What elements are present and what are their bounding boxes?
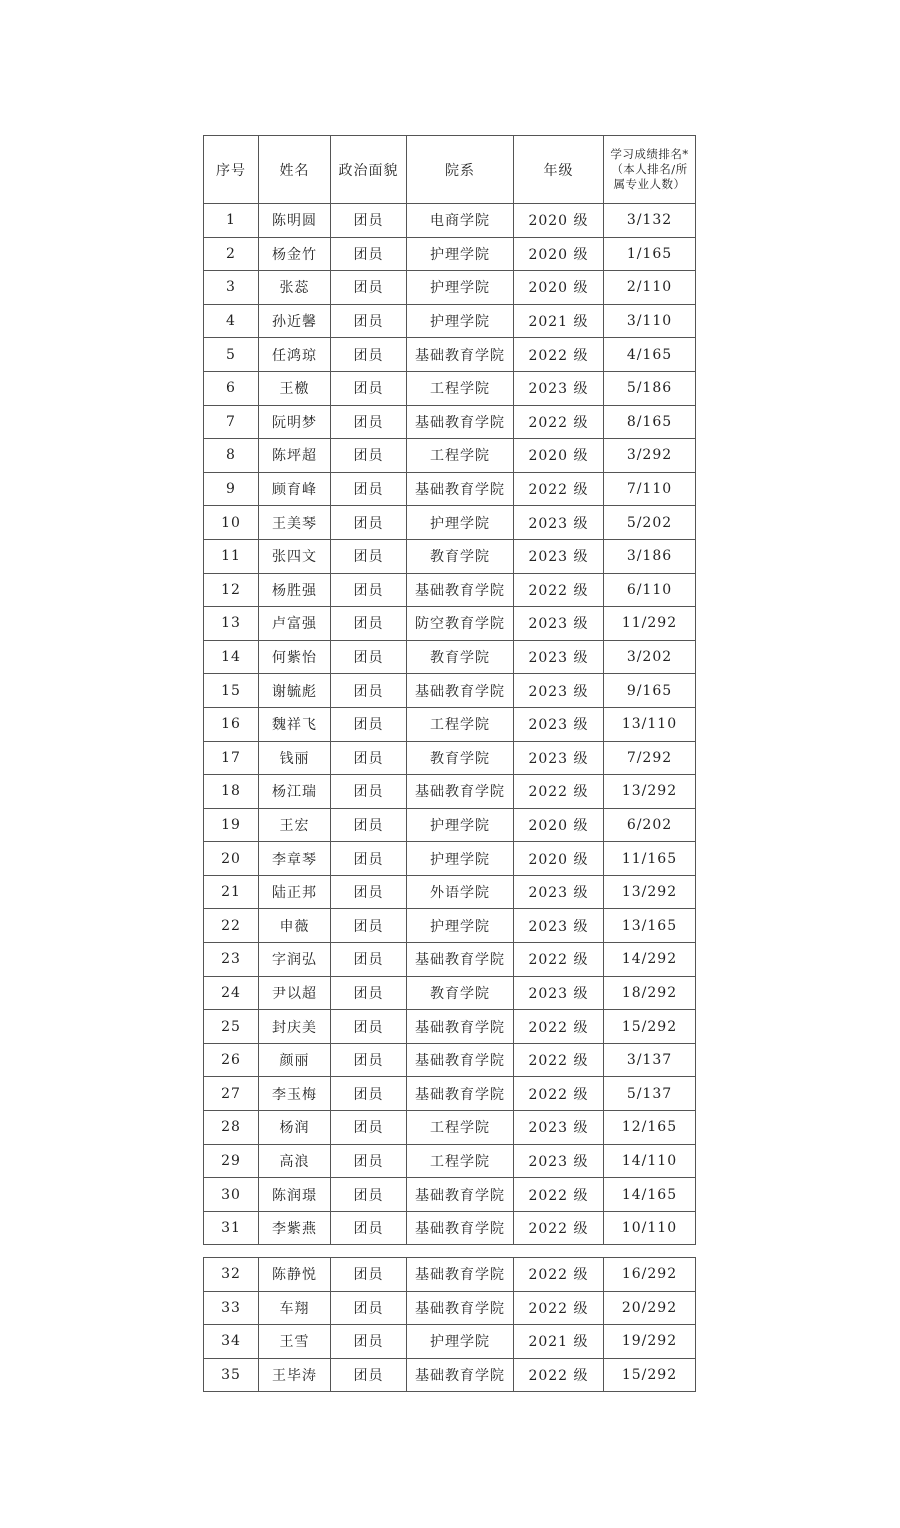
table-row	[204, 338, 696, 372]
cell-name: 杨润	[259, 1111, 331, 1145]
cell-department: 基础教育学院	[407, 1291, 514, 1325]
table-row	[204, 707, 696, 741]
cell-grade: 2022 级	[514, 1077, 604, 1111]
cell-department: 护理学院	[407, 909, 514, 943]
cell-grade: 2020 级	[514, 237, 604, 271]
cell-name: 李章琴	[259, 842, 331, 876]
cell-name: 谢毓彪	[259, 674, 331, 708]
cell-rank: 14/165	[604, 1178, 696, 1212]
table-header	[204, 136, 696, 204]
header-index: 序号	[204, 136, 259, 204]
cell-name: 陈明圆	[259, 204, 331, 238]
cell-department: 护理学院	[407, 808, 514, 842]
cell-department: 护理学院	[407, 304, 514, 338]
cell-rank: 13/292	[604, 775, 696, 809]
cell-rank: 19/292	[604, 1325, 696, 1359]
cell-politics: 团员	[331, 237, 407, 271]
cell-name: 王宏	[259, 808, 331, 842]
header-department: 院系	[407, 136, 514, 204]
cell-politics: 团员	[331, 1178, 407, 1212]
header-grade: 年级	[514, 136, 604, 204]
cell-name: 阮明梦	[259, 405, 331, 439]
cell-department: 基础教育学院	[407, 1258, 514, 1292]
cell-politics: 团员	[331, 674, 407, 708]
cell-politics: 团员	[331, 1258, 407, 1292]
cell-index: 35	[204, 1358, 259, 1392]
cell-rank: 8/165	[604, 405, 696, 439]
cell-politics: 团员	[331, 1325, 407, 1359]
cell-department: 教育学院	[407, 741, 514, 775]
cell-index: 2	[204, 237, 259, 271]
cell-department: 基础教育学院	[407, 338, 514, 372]
cell-rank: 12/165	[604, 1111, 696, 1145]
cell-grade: 2023 级	[514, 607, 604, 641]
cell-index: 28	[204, 1111, 259, 1145]
table-row	[204, 539, 696, 573]
cell-politics: 团员	[331, 573, 407, 607]
table-row	[204, 1291, 696, 1325]
cell-index: 23	[204, 943, 259, 977]
cell-name: 陈润璟	[259, 1178, 331, 1212]
table-body-continued	[204, 1258, 696, 1392]
header-politics: 政治面貌	[331, 136, 407, 204]
cell-grade: 2022 级	[514, 775, 604, 809]
cell-rank: 2/110	[604, 271, 696, 305]
cell-grade: 2020 级	[514, 271, 604, 305]
cell-name: 杨江瑞	[259, 775, 331, 809]
table-row	[204, 1010, 696, 1044]
table-row	[204, 1325, 696, 1359]
cell-grade: 2023 级	[514, 741, 604, 775]
cell-name: 杨金竹	[259, 237, 331, 271]
cell-politics: 团员	[331, 539, 407, 573]
cell-grade: 2021 级	[514, 304, 604, 338]
cell-index: 7	[204, 405, 259, 439]
cell-name: 陈坪超	[259, 439, 331, 473]
table-row	[204, 674, 696, 708]
cell-index: 17	[204, 741, 259, 775]
cell-rank: 7/292	[604, 741, 696, 775]
cell-name: 卢富强	[259, 607, 331, 641]
cell-department: 护理学院	[407, 271, 514, 305]
cell-rank: 6/110	[604, 573, 696, 607]
cell-politics: 团员	[331, 1010, 407, 1044]
cell-index: 33	[204, 1291, 259, 1325]
cell-department: 工程学院	[407, 707, 514, 741]
table-row	[204, 506, 696, 540]
cell-rank: 15/292	[604, 1010, 696, 1044]
cell-index: 1	[204, 204, 259, 238]
cell-rank: 7/110	[604, 472, 696, 506]
table-row	[204, 1111, 696, 1145]
cell-politics: 团员	[331, 1291, 407, 1325]
cell-index: 25	[204, 1010, 259, 1044]
cell-rank: 9/165	[604, 674, 696, 708]
cell-politics: 团员	[331, 1043, 407, 1077]
cell-department: 电商学院	[407, 204, 514, 238]
cell-index: 29	[204, 1144, 259, 1178]
cell-index: 12	[204, 573, 259, 607]
cell-grade: 2022 级	[514, 943, 604, 977]
cell-rank: 6/202	[604, 808, 696, 842]
cell-politics: 团员	[331, 1077, 407, 1111]
cell-grade: 2022 级	[514, 338, 604, 372]
table-row	[204, 204, 696, 238]
cell-name: 王美琴	[259, 506, 331, 540]
cell-politics: 团员	[331, 371, 407, 405]
cell-politics: 团员	[331, 976, 407, 1010]
cell-department: 基础教育学院	[407, 405, 514, 439]
table-row	[204, 1043, 696, 1077]
cell-grade: 2022 级	[514, 1043, 604, 1077]
cell-index: 34	[204, 1325, 259, 1359]
table-row	[204, 405, 696, 439]
cell-department: 教育学院	[407, 976, 514, 1010]
table-row	[204, 775, 696, 809]
cell-grade: 2022 级	[514, 1010, 604, 1044]
cell-rank: 15/292	[604, 1358, 696, 1392]
cell-politics: 团员	[331, 472, 407, 506]
cell-name: 顾育峰	[259, 472, 331, 506]
cell-politics: 团员	[331, 842, 407, 876]
cell-politics: 团员	[331, 439, 407, 473]
cell-rank: 11/165	[604, 842, 696, 876]
cell-politics: 团员	[331, 304, 407, 338]
cell-department: 工程学院	[407, 1111, 514, 1145]
cell-name: 王檄	[259, 371, 331, 405]
cell-grade: 2021 级	[514, 1325, 604, 1359]
table-row	[204, 741, 696, 775]
cell-politics: 团员	[331, 707, 407, 741]
cell-name: 王毕涛	[259, 1358, 331, 1392]
table-row	[204, 237, 696, 271]
cell-rank: 5/186	[604, 371, 696, 405]
cell-name: 李紫燕	[259, 1211, 331, 1245]
cell-department: 基础教育学院	[407, 775, 514, 809]
cell-department: 护理学院	[407, 237, 514, 271]
table-row	[204, 1077, 696, 1111]
cell-rank: 5/137	[604, 1077, 696, 1111]
cell-index: 18	[204, 775, 259, 809]
cell-name: 何紫怡	[259, 640, 331, 674]
table-row	[204, 1358, 696, 1392]
table-row	[204, 472, 696, 506]
cell-department: 基础教育学院	[407, 1178, 514, 1212]
cell-rank: 14/110	[604, 1144, 696, 1178]
cell-index: 4	[204, 304, 259, 338]
cell-grade: 2022 级	[514, 1258, 604, 1292]
cell-index: 13	[204, 607, 259, 641]
table-row	[204, 1211, 696, 1245]
cell-index: 26	[204, 1043, 259, 1077]
cell-grade: 2023 级	[514, 1111, 604, 1145]
cell-name: 张蕊	[259, 271, 331, 305]
header-row	[204, 136, 696, 204]
cell-name: 魏祥飞	[259, 707, 331, 741]
cell-department: 基础教育学院	[407, 573, 514, 607]
table-row	[204, 439, 696, 473]
cell-politics: 团员	[331, 808, 407, 842]
cell-name: 车翔	[259, 1291, 331, 1325]
cell-index: 19	[204, 808, 259, 842]
cell-rank: 10/110	[604, 1211, 696, 1245]
cell-politics: 团员	[331, 943, 407, 977]
cell-department: 基础教育学院	[407, 472, 514, 506]
cell-department: 基础教育学院	[407, 1010, 514, 1044]
table-row	[204, 271, 696, 305]
cell-rank: 3/202	[604, 640, 696, 674]
cell-department: 防空教育学院	[407, 607, 514, 641]
cell-index: 24	[204, 976, 259, 1010]
cell-politics: 团员	[331, 607, 407, 641]
cell-politics: 团员	[331, 1144, 407, 1178]
cell-grade: 2023 级	[514, 976, 604, 1010]
cell-rank: 5/202	[604, 506, 696, 540]
table-row	[204, 875, 696, 909]
cell-department: 工程学院	[407, 439, 514, 473]
cell-politics: 团员	[331, 909, 407, 943]
student-table	[203, 135, 696, 1245]
cell-rank: 18/292	[604, 976, 696, 1010]
cell-name: 孙近馨	[259, 304, 331, 338]
cell-name: 高浪	[259, 1144, 331, 1178]
table-row	[204, 573, 696, 607]
cell-index: 14	[204, 640, 259, 674]
cell-grade: 2023 级	[514, 1144, 604, 1178]
table-row	[204, 371, 696, 405]
cell-grade: 2022 级	[514, 1178, 604, 1212]
cell-index: 6	[204, 371, 259, 405]
cell-rank: 11/292	[604, 607, 696, 641]
cell-grade: 2022 级	[514, 1291, 604, 1325]
cell-name: 尹以超	[259, 976, 331, 1010]
cell-politics: 团员	[331, 1358, 407, 1392]
cell-index: 9	[204, 472, 259, 506]
cell-department: 护理学院	[407, 506, 514, 540]
cell-department: 基础教育学院	[407, 1211, 514, 1245]
table-row	[204, 976, 696, 1010]
cell-grade: 2023 级	[514, 640, 604, 674]
cell-rank: 16/292	[604, 1258, 696, 1292]
table-row	[204, 640, 696, 674]
cell-rank: 13/165	[604, 909, 696, 943]
cell-index: 32	[204, 1258, 259, 1292]
cell-index: 15	[204, 674, 259, 708]
cell-index: 30	[204, 1178, 259, 1212]
cell-politics: 团员	[331, 204, 407, 238]
table-row	[204, 607, 696, 641]
cell-department: 基础教育学院	[407, 1043, 514, 1077]
cell-politics: 团员	[331, 741, 407, 775]
header-rank: 学习成绩排名*（本人排名/所 属专业人数）	[604, 136, 696, 204]
cell-politics: 团员	[331, 338, 407, 372]
cell-index: 5	[204, 338, 259, 372]
cell-department: 护理学院	[407, 1325, 514, 1359]
table-body	[204, 204, 696, 1245]
cell-name: 王雪	[259, 1325, 331, 1359]
cell-rank: 1/165	[604, 237, 696, 271]
table-row	[204, 1144, 696, 1178]
cell-department: 基础教育学院	[407, 1358, 514, 1392]
cell-grade: 2023 级	[514, 707, 604, 741]
cell-grade: 2020 级	[514, 842, 604, 876]
cell-department: 护理学院	[407, 842, 514, 876]
cell-grade: 2020 级	[514, 808, 604, 842]
cell-grade: 2022 级	[514, 1358, 604, 1392]
table-row	[204, 1178, 696, 1212]
cell-grade: 2022 级	[514, 405, 604, 439]
table-row	[204, 842, 696, 876]
cell-politics: 团员	[331, 875, 407, 909]
cell-name: 申薇	[259, 909, 331, 943]
cell-name: 李玉梅	[259, 1077, 331, 1111]
cell-rank: 3/292	[604, 439, 696, 473]
cell-rank: 4/165	[604, 338, 696, 372]
student-table-continued	[203, 1257, 696, 1392]
cell-department: 教育学院	[407, 539, 514, 573]
cell-politics: 团员	[331, 405, 407, 439]
cell-name: 张四文	[259, 539, 331, 573]
cell-grade: 2023 级	[514, 506, 604, 540]
cell-rank: 3/186	[604, 539, 696, 573]
cell-name: 任鸿琼	[259, 338, 331, 372]
cell-grade: 2022 级	[514, 1211, 604, 1245]
cell-index: 27	[204, 1077, 259, 1111]
cell-index: 11	[204, 539, 259, 573]
table-row	[204, 909, 696, 943]
table-row	[204, 1258, 696, 1292]
cell-politics: 团员	[331, 1111, 407, 1145]
table-row	[204, 304, 696, 338]
table-row	[204, 943, 696, 977]
cell-politics: 团员	[331, 506, 407, 540]
cell-name: 钱丽	[259, 741, 331, 775]
cell-grade: 2020 级	[514, 204, 604, 238]
cell-index: 20	[204, 842, 259, 876]
cell-department: 外语学院	[407, 875, 514, 909]
cell-index: 10	[204, 506, 259, 540]
cell-rank: 20/292	[604, 1291, 696, 1325]
cell-name: 陆正邦	[259, 875, 331, 909]
cell-grade: 2023 级	[514, 539, 604, 573]
cell-department: 基础教育学院	[407, 943, 514, 977]
cell-grade: 2023 级	[514, 909, 604, 943]
cell-politics: 团员	[331, 271, 407, 305]
cell-rank: 3/137	[604, 1043, 696, 1077]
cell-name: 颜丽	[259, 1043, 331, 1077]
cell-politics: 团员	[331, 640, 407, 674]
cell-rank: 13/292	[604, 875, 696, 909]
cell-politics: 团员	[331, 775, 407, 809]
cell-rank: 14/292	[604, 943, 696, 977]
table-row	[204, 808, 696, 842]
cell-grade: 2022 级	[514, 573, 604, 607]
cell-department: 基础教育学院	[407, 1077, 514, 1111]
header-name: 姓名	[259, 136, 331, 204]
cell-grade: 2023 级	[514, 875, 604, 909]
cell-name: 陈静悦	[259, 1258, 331, 1292]
cell-index: 21	[204, 875, 259, 909]
cell-grade: 2023 级	[514, 674, 604, 708]
cell-department: 工程学院	[407, 371, 514, 405]
cell-index: 8	[204, 439, 259, 473]
cell-grade: 2023 级	[514, 371, 604, 405]
cell-department: 基础教育学院	[407, 674, 514, 708]
cell-name: 封庆美	[259, 1010, 331, 1044]
cell-index: 16	[204, 707, 259, 741]
cell-name: 杨胜强	[259, 573, 331, 607]
cell-department: 工程学院	[407, 1144, 514, 1178]
cell-index: 31	[204, 1211, 259, 1245]
cell-grade: 2022 级	[514, 472, 604, 506]
cell-rank: 3/110	[604, 304, 696, 338]
cell-index: 3	[204, 271, 259, 305]
cell-rank: 3/132	[604, 204, 696, 238]
cell-department: 教育学院	[407, 640, 514, 674]
cell-grade: 2020 级	[514, 439, 604, 473]
cell-rank: 13/110	[604, 707, 696, 741]
cell-politics: 团员	[331, 1211, 407, 1245]
cell-name: 字润弘	[259, 943, 331, 977]
cell-index: 22	[204, 909, 259, 943]
